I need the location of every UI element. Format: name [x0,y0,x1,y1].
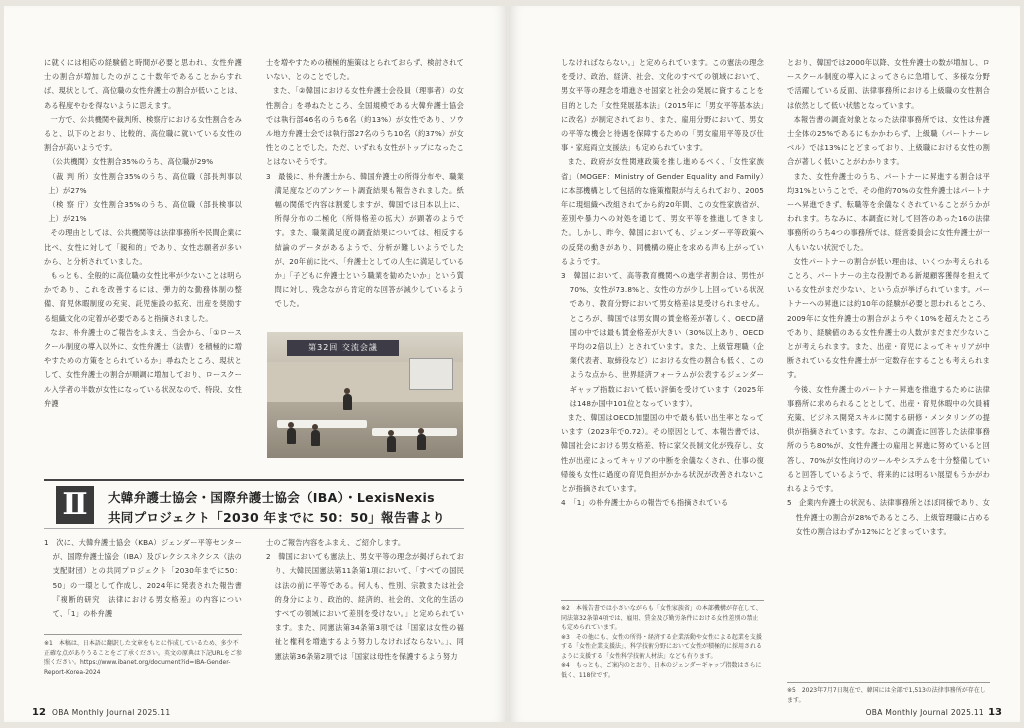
paragraph: もっとも、全般的に高位職の女性比率が少ないことは明らかであり、これを改善するには、弾力的な勤務体制の整備、育児休暇制度の充実、託児施設の拡充、出産を奨励する組織文化の定着が必要であると指摘されました。 [44,271,242,323]
footnotes-col1 [561,604,764,680]
left-col2 [266,56,464,312]
footnote: ※4 もっとも、ご案内のとおり、日本のジェンダーギャップ指数はさらに低く、118位です。 [561,662,762,679]
photo-person-head [344,388,350,394]
paragraph: 士のご報告内容をふまえ、ご紹介します。 [266,538,406,547]
statistic-line: （公共機関）女性割合35%のうち、高位職が29% [48,157,214,167]
section-numeral: Ⅱ [56,486,94,524]
photo-person-head [288,422,294,428]
paragraph: 3 最後に、朴弁護士から、韓国弁護士の所得分布や、職業満足度などのアンケート調査結果も報告されました。紙幅の関係で内容は割愛しますが、韓国では日本以上に、所得分布の二極化（所得格差の拡大）が顕著のようです。また、職業満足度の調査結果については、相反する結論のデータがあるようで、分析が難しいようでしたが、20年前に比べ、「弁護士としての人生に満足しているか」「子どもに弁護士という職業を勧めたいか」という質問に対し、残念ながら肯定的な回答が減少しているようでした。 [266,171,464,309]
paragraph: とおり、韓国では2000年以降、女性弁護士の数が増加し、ロースクール制度の導入によってさらに急増して、多様な分野で活躍している反面、法律事務所における上級職の女性割合は依然として低い状態となっています。 [787,58,990,110]
paragraph: 1 次に、大韓弁護士協会（KBA）ジェンダー平等センターが、国際弁護士協会（IBA）及びレクシスネクシス（法の支配財団）との共同プロジェクト「2030年までに50：50」の一環として作成し、2024年に発表された報告書『複断的研究 法律における男女格差』の内容について、「1」の朴弁護 [44,538,242,619]
footnotes-col2 [787,686,990,705]
footnote: ※5 2023年7月7日現在で、韓国には全部で1,513の法律事務所が存在します。 [787,687,986,704]
paragraph: 3 韓国において、高等教育機関への進学者割合は、男性が70%、女性が73.8%と、女性の方が少し上回っている状況であり、教育分野において男女格差は見受けられません。ところが、韓国では男女間の賃金格差が著しく、OECD諸国の中では最も賃金格差が大きい（30%以上あり、OECD平均の2倍以上）とされています。また、上級管理職（企業代表者、取締役など）における女性の割合も低く、このような点から、世界経済フォーラムが公表するジェンダーギャップ指数において低い評価を受けています（2025年は148か国中101位となっています）。 [561,271,764,408]
paragraph: 5 企業内弁護士の状況も、法律事務所とほぼ同様であり、女性弁護士の割合が28%であるところ、上級管理職に占める女性の割合はわずか12%にとどまっています。 [787,498,990,536]
footnote: ※2 本報告書では小さいながらも「女性家族省」の本部機構が存在して、同法第32条第4項では、雇用、賃金及び勤労条件における女性差別の禁止も定められています。 [561,605,762,631]
photo-person [343,394,352,410]
footnote-rule [787,682,990,683]
statistic-line: （検 察 庁）女性割合35%のうち、高位職（部長検事以上）が21% [48,200,242,224]
paragraph: に就くには相応の経験値と時間が必要と思われ、女性弁護士の割合が増加したのがここ十数年であることからすれば、現状として、高位職の女性弁護士の割合が低いことは、ある程度やむを得ないように思えます。 [44,58,242,110]
photo-banner: 第32回 交流会議 [287,340,399,356]
paragraph: また、韓国はOECD加盟国の中で最も低い出生率となっています（2023年で0.72）。その原因として、本報告書では、韓国社会における男女格差、特に家父長制文化が残存し、女性が出産によってキャリアの中断を余儀なくされ、仕事の復帰後も女性に過度の育児負担がかかる状況が改善されないことが指摘されています。 [561,413,764,494]
footnote-rule [561,600,764,601]
paragraph: 一方で、公共機関や裁判所、検察庁における女性割合をみると、以下のとおり、比較的、高位職に就いている女性の割合が高いようです。 [44,114,242,153]
paragraph: 士を増やすための積極的施策はとられておらず、検討されていない、とのことでした。 [266,58,464,82]
footnote: ※1 本稿は、日本語に翻訳した文章をもとに作成しているため、多少不正確な点がありうることをご了承ください。英文の原典は下記URLをご参照ください。https://www.ibanet.org/document?id=IBA-Gender-Report-Korea-2024 [44,640,242,676]
left-page [4,6,507,722]
section-title-line2: 共同プロジェクト「2030 年までに 50：50」報告書より [108,510,446,525]
paragraph: 2 韓国においても憲法上、男女平等の理念が掲げられており、大韓民国憲法第11条第1項において、「すべての国民は法の前に平等である。何人も、性別、宗教または社会的身分により、政治的、経済的、社会的、文化的生活のすべての領域において差別を受けない。」と定められています。また、同憲法第34条第3項では「国家は女性の福祉と権利を増進するよう努力しなければならない。」、同憲法第36条第2項では「国家は母性を保護するよう努力 [266,552,464,661]
footnote: ※3 その他にも、女性の所得・経済する企業活動や女性による起業を支援する「女性企業支援法」、科学技術分野において女性が積極的に採用されるように支援する「女性科学技術人材法」なども有ります。 [561,633,763,660]
paragraph: しなければならない。」と定められています。この憲法の理念を受け、政治、経済、社会、文化のすべての領域において、男女平等の理念を増進させ国家と社会の発展に資することを目的とした「女性発展基本法」（2015年に「男女平等基本法」に改名）が制定されており、また、雇用分野において、男女の平等な機会と待遇を保障するための「男女雇用平等及び仕事・家庭両立支援法」も定められています。 [561,58,764,153]
section-title-line1: 大韓弁護士協会・国際弁護士協会（IBA）・LexisNexis [108,490,435,505]
right-col1 [561,56,764,511]
paragraph: また、「②韓国における女性弁護士会役員（理事者）の女性割合」を尋ねたところ、全国規模である大韓弁護士協会では執行部46名のうち6名（約13%）が女性であり、ソウル地方弁護士会では執行部27名のうち10名（約37%）が女性とのことでした。ただ、いずれも女性がトップになったことはないそうです。 [266,86,464,167]
right-col2 [787,56,990,539]
photo-person [387,436,396,452]
paragraph: 女性パートナーの割合が低い理由は、いくつか考えられることろ、パートナーの主な役割である新規顧客獲得を担えている女性がまだ少ない、という点が挙げられています。パートナーへの昇進には約10年の経験が必要と思われるところ、2009年に女性弁護士の割合がようやく10%を超えたところであり、経験値のある女性弁護士の人数がまだまだ少ないことが考えられます。また、出産・育児によってキャリアが中断されている女性弁護士が一定数存在することも考えられます。 [787,256,990,380]
paragraph: 本報告書の調査対象となった法律事務所では、女性は弁護士全体の25%であるにもかかわらず、上級職（パートナーレベル）では13%にとどまっており、上級職における女性の割合が著しく低いことがわかります。 [787,114,990,167]
paragraph: また、政府が女性関連政策を推し進めるべく、「女性家族省」（MOGEF：Ministry of Gender Equality and Family）に本部機構として包括的な施策権限が与えられており、2005年に現組織へ改組されてから約20年間、この女性家族省が、差別や暴力への対処を通じて、男女平等を推進してきました。しかし、昨今、韓国においても、ジェンダー平等政策への反発の動きがあり、同機構の廃止を求める声も上がっているようです。 [561,157,764,266]
page-number: 13 [988,707,1002,718]
paragraph: 4 「1」の朴弁護士からの報告でも指摘されている [561,498,729,508]
paragraph: なお、朴弁護士のご報告をふまえ、当会から、「①ロースクール制度の導入以外に、女性弁護士（法曹）を積極的に増やすための方策をとられているか」尋ねたところ、現状として、女性弁護士の割合が順調に増加しており、ロースクール入学者の半数が女性になっている状況なので、特段、女性弁護 [44,327,242,408]
photo-person-head [418,428,424,434]
photo-person [287,428,296,444]
page-number: 12 [32,707,46,718]
photo-table [372,428,457,436]
photo-person-head [312,424,318,430]
left-col3 [44,536,242,621]
left-col4 [266,536,464,664]
right-page [509,6,1020,722]
journal-name: OBA Monthly Journal 2025.11 [52,708,171,717]
paragraph: その理由としては、公共機関等は法律事務所や民間企業に比べ、女性に対して「親和的」であり、女性志願者が多いから、と分析されていました。 [44,228,242,266]
conference-photo [267,332,463,458]
paragraph: 今後、女性弁護士のパートナー昇進を推進するために法律事務所に求められることとして、出産・育児休暇中の欠員補充策、ビジネス開発スキルに関する研修・メンタリングの提供が指摘されています。なお、この調査に回答した法律事務所のうち80%が、女性弁護士の雇用と昇進に努めていると回答し、70%が女性向けのツールやシステムを十分整備していると回答しているようで、将来的には明るい展望もうかがわれるようです。 [787,384,990,494]
photo-person-head [388,430,394,436]
journal-name: OBA Monthly Journal 2025.11 [865,708,984,717]
photo-person [417,434,426,450]
photo-person [311,430,320,446]
section-heading [44,479,464,529]
photo-screen [409,358,453,390]
paragraph: また、女性弁護士のうち、パートナーに昇進する割合は平均31%ということで、その他約70%の女性弁護士はパートナーへ昇進できず、転職等を余儀なくされていることがうかがわれます。ちなみに、本調査に対して回答のあった16の法律事務所のうち4つの事務所では、経営委員会に女性弁護士が一人もいない状況でした。 [787,171,990,252]
left-col1 [44,56,242,411]
statistic-line: （裁 判 所）女性割合35%のうち、高位職（部長判事以上）が27% [48,171,242,195]
footnote-rule [44,634,242,635]
